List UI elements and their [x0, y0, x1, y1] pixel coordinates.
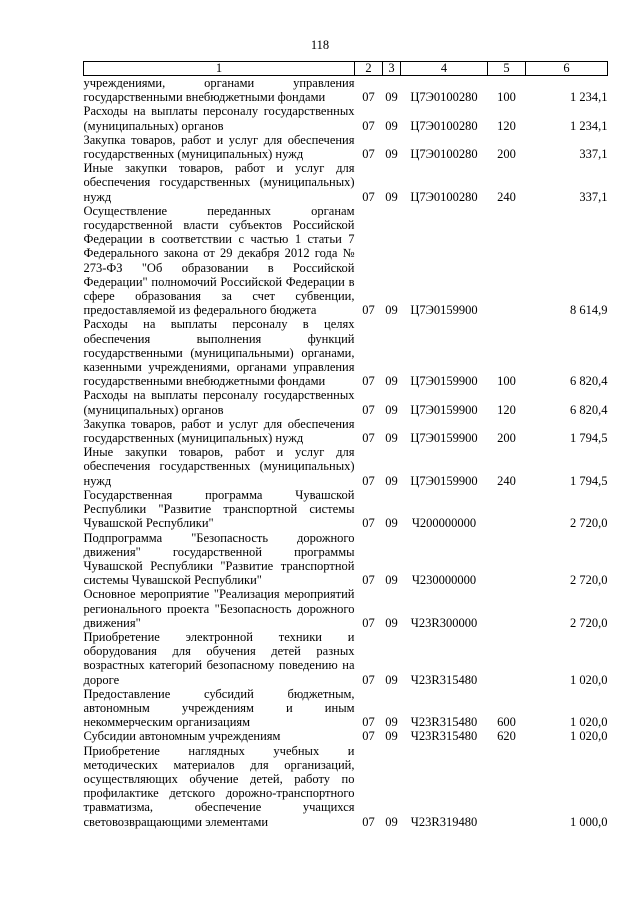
- table-row: [84, 317, 608, 388]
- amount: 2 720,0: [570, 615, 608, 630]
- budget-table: [83, 61, 608, 829]
- subsection-code: 09: [385, 573, 398, 588]
- section-code: 07: [362, 729, 375, 744]
- section-code: 07: [362, 402, 375, 417]
- expense-type-code: [488, 587, 526, 630]
- section-code: 07: [362, 431, 375, 446]
- target-article-code: Ч23R315480: [410, 715, 478, 730]
- target-article-code: Ц7Э0159900: [410, 473, 478, 488]
- header-col-2: 2: [355, 62, 383, 76]
- target-article-code: Ч200000000: [411, 516, 477, 531]
- header-col-1: 1: [84, 62, 355, 76]
- subsection-code: 09: [385, 431, 398, 446]
- row-name: Приобретение электронной техники и оборудования для обучения детей разных возрастных категорий безопасному поведению на дороге: [83, 629, 355, 687]
- section-code: 07: [362, 573, 375, 588]
- target-article-code: Ц7Э0100280: [410, 118, 478, 133]
- section-code: 07: [362, 672, 375, 687]
- section-code: 07: [362, 715, 375, 730]
- target-article-code: Ц7Э0100280: [410, 147, 478, 162]
- subsection-code: 09: [385, 615, 398, 630]
- expense-type-code: 100: [497, 90, 516, 105]
- amount: 2 720,0: [570, 573, 608, 588]
- expense-type-code: 200: [497, 431, 516, 446]
- expense-type-code: [488, 204, 526, 318]
- amount: 337,1: [579, 189, 608, 204]
- amount: 337,1: [579, 147, 608, 162]
- target-article-code: Ч23R300000: [410, 615, 478, 630]
- amount: 6 820,4: [570, 402, 608, 417]
- row-name: Иные закупки товаров, работ и услуг для обеспечения государственных (муниципальных) нужд: [83, 161, 355, 204]
- subsection-code: 09: [385, 516, 398, 531]
- page-number: 118: [310, 38, 330, 52]
- table-row: [84, 204, 608, 318]
- row-name: Основное мероприятие "Реализация мероприятий регионального проекта "Безопасность дорожного движения": [83, 587, 355, 630]
- amount: 1 020,0: [570, 729, 608, 744]
- row-name: Расходы на выплаты персоналу государственных (муниципальных) органов: [83, 104, 355, 133]
- row-name: Иные закупки товаров, работ и услуг для обеспечения государственных (муниципальных) нужд: [83, 445, 355, 488]
- table-row: [84, 687, 608, 730]
- subsection-code: 09: [385, 814, 398, 829]
- section-code: 07: [362, 374, 375, 389]
- subsection-code: 09: [385, 90, 398, 105]
- expense-type-code: 240: [497, 473, 516, 488]
- amount: 1 794,5: [570, 473, 608, 488]
- table-row: [84, 417, 608, 445]
- row-name: учреждениями, органами управления государственными внебюджетными фондами: [83, 76, 355, 105]
- row-name: Государственная программа Чувашской Республики "Развитие транспортной системы Чувашской Республики": [83, 487, 355, 531]
- target-article-code: Ч23R319480: [410, 814, 478, 829]
- subsection-code: 09: [385, 715, 398, 730]
- table-row: [84, 133, 608, 161]
- header-col-6: 6: [526, 62, 608, 76]
- section-code: 07: [362, 516, 375, 531]
- table-body: [84, 76, 608, 829]
- table-row: [84, 729, 608, 743]
- table-row: [84, 76, 608, 105]
- subsection-code: 09: [385, 729, 398, 744]
- table-row: [84, 388, 608, 416]
- section-code: 07: [362, 147, 375, 162]
- expense-type-code: 240: [497, 189, 516, 204]
- section-code: 07: [362, 615, 375, 630]
- amount: 1 020,0: [570, 715, 608, 730]
- expense-type-code: [488, 630, 526, 687]
- subsection-code: 09: [385, 303, 398, 318]
- row-name: Закупка товаров, работ и услуг для обеспечения государственных (муниципальных) нужд: [83, 416, 355, 446]
- expense-type-code: 120: [497, 118, 516, 133]
- expense-type-code: 200: [497, 147, 516, 162]
- table-row: [84, 161, 608, 204]
- target-article-code: Ц7Э0159900: [410, 402, 478, 417]
- expense-type-code: 600: [497, 715, 516, 730]
- table-row: [84, 630, 608, 687]
- subsection-code: 09: [385, 473, 398, 488]
- section-code: 07: [362, 90, 375, 105]
- expense-type-code: [488, 531, 526, 588]
- table-row: [84, 104, 608, 132]
- section-code: 07: [362, 473, 375, 488]
- amount: 1 794,5: [570, 431, 608, 446]
- subsection-code: 09: [385, 402, 398, 417]
- target-article-code: Ц7Э0159900: [410, 374, 478, 389]
- header-col-3: 3: [383, 62, 401, 76]
- row-name: Подпрограмма "Безопасность дорожного движения" государственной программы Чувашской Республики "Развитие транспортной системы Чувашской Республики": [83, 530, 355, 588]
- table-row: [84, 744, 608, 829]
- row-name: Субсидии автономным учреждениям: [83, 729, 281, 744]
- expense-type-code: 100: [497, 374, 516, 389]
- row-name: Закупка товаров, работ и услуг для обеспечения государственных (муниципальных) нужд: [83, 132, 355, 162]
- row-name: Расходы на выплаты персоналу государственных (муниципальных) органов: [83, 388, 355, 417]
- row-name: Осуществление переданных органам государственной власти субъектов Российской Федерации в соответствии с частью 1 статьи 7 Федерального закона от 29 декабря 2012 года № 273-ФЗ "Об образовании в Российской Федерации" полномочий Российской Федерации в сфере образования за счет субвенции, предоставляемой из федерального бюджета: [83, 203, 355, 318]
- subsection-code: 09: [385, 147, 398, 162]
- section-code: 07: [362, 814, 375, 829]
- target-article-code: Ц7Э0100280: [410, 189, 478, 204]
- table-row: [84, 587, 608, 630]
- expense-type-code: [488, 488, 526, 531]
- row-name: Приобретение наглядных учебных и методических материалов для организаций, осуществляющих обучение детей, работу по профилактике детского дорожно-транспортного травматизма, обеспечение учащихся световозвращающими элементами: [83, 743, 355, 829]
- subsection-code: 09: [385, 672, 398, 687]
- subsection-code: 09: [385, 374, 398, 389]
- header-col-4: 4: [401, 62, 488, 76]
- header-row: [84, 62, 608, 76]
- target-article-code: Ц7Э0159900: [410, 431, 478, 446]
- amount: 8 614,9: [570, 303, 608, 318]
- header-col-5: 5: [488, 62, 526, 76]
- expense-type-code: 120: [497, 402, 516, 417]
- amount: 2 720,0: [570, 516, 608, 531]
- subsection-code: 09: [385, 189, 398, 204]
- expense-type-code: [488, 744, 526, 829]
- subsection-code: 09: [385, 118, 398, 133]
- target-article-code: Ц7Э0159900: [410, 303, 478, 318]
- section-code: 07: [362, 189, 375, 204]
- amount: 1 000,0: [570, 814, 608, 829]
- target-article-code: Ч23R315480: [410, 672, 478, 687]
- target-article-code: Ц7Э0100280: [410, 90, 478, 105]
- target-article-code: Ч230000000: [411, 573, 477, 588]
- amount: 1 020,0: [570, 672, 608, 687]
- table-row: [84, 531, 608, 588]
- section-code: 07: [362, 303, 375, 318]
- row-name: Предоставление субсидий бюджетным, автономным учреждениям и иным некоммерческим организациям: [83, 686, 355, 730]
- section-code: 07: [362, 118, 375, 133]
- row-name: Расходы на выплаты персоналу в целях обеспечения выполнения функций государственными (муниципальными) органами, казенными учреждениями, органами управления государственными внебюджетными фондами: [83, 317, 355, 389]
- amount: 6 820,4: [570, 374, 608, 389]
- target-article-code: Ч23R315480: [410, 729, 478, 744]
- amount: 1 234,1: [570, 118, 608, 133]
- table-row: [84, 488, 608, 531]
- amount: 1 234,1: [570, 90, 608, 105]
- table-row: [84, 445, 608, 488]
- expense-type-code: 620: [497, 729, 516, 744]
